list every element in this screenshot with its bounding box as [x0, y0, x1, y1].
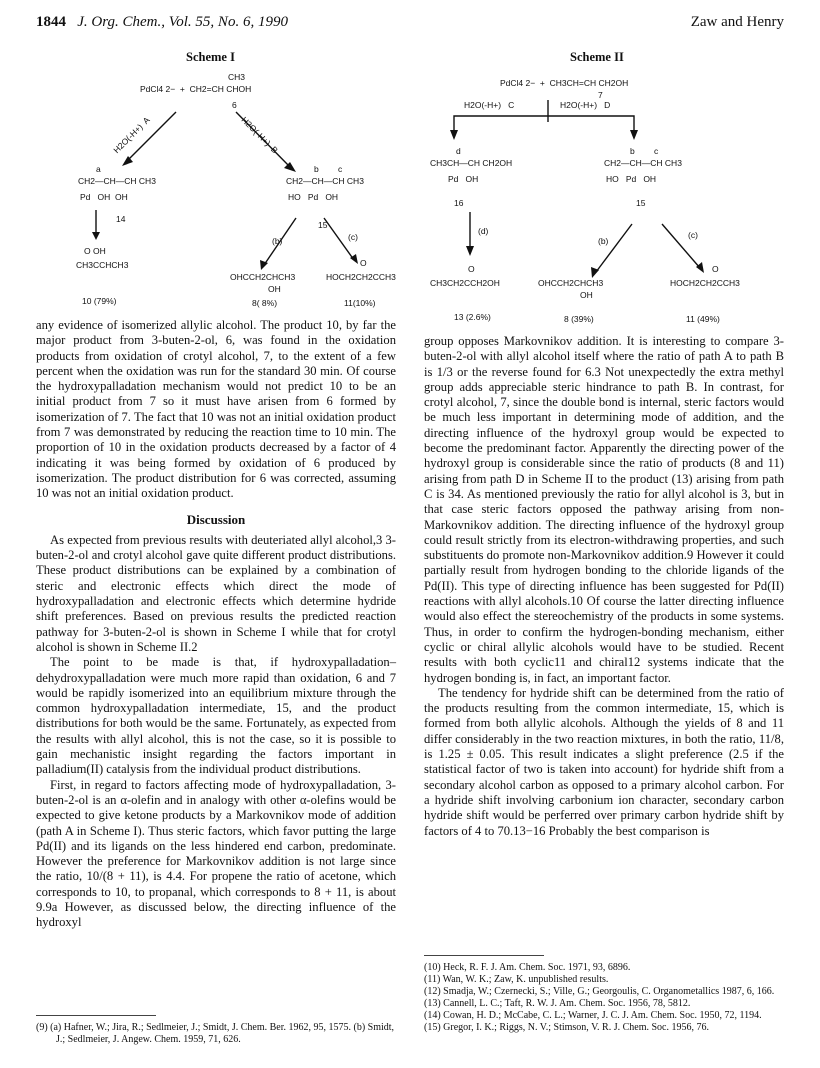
section-heading-discussion: Discussion: [186, 511, 246, 527]
scheme-2-product-11-carbonyl: O: [712, 264, 719, 274]
product-11-carbonyl: O: [360, 258, 367, 268]
left-paragraph-1: any evidence of isomerized allylic alcohol. The product 10, by far the major product from 3-buten-2-ol, 6, was found in the oxidation products from oxidation of crotyl alcohol, 7, to the extent of a few percent when the oxidation was run for the standard 30 min. Of course the hydroxypalladation mechanism would not predict 10 to be an initial product from 7 so it must have arisen from 6 formed by isomerization of 7. The fact that 10 was not an initial oxidation product from 7 was demonstrated by reducing the reaction time to 10 min. The proportion of 10 in the oxidation products decreased by a factor of 4 indicating it was being formed by oxidation of 6 produced by isomerization. The product distribution for 6 was corrected, assuming 10 was not an initial oxidation product.: [36, 318, 396, 501]
scheme-2: [424, 50, 784, 330]
scheme-2-label-b: b: [630, 146, 635, 156]
product-8: OHCCH2CHCH3: [230, 272, 296, 282]
scheme-1-path-a: H2O(-H+) A: [111, 114, 152, 156]
right-footnotes: [424, 955, 784, 1034]
scheme-2-reagent: PdCl4 2− + CH3CH=CH CH2OH: [500, 78, 629, 88]
scheme-1-title: Scheme I: [186, 50, 235, 64]
product-8-yield: 8( 8%): [252, 298, 278, 308]
footnote-15: (15) Gregor, I. K.; Riggs, N. V.; Stimson, V. R. J. Chem. Soc. 1956, 76.: [424, 1022, 709, 1033]
compound-6-label: 6: [232, 100, 237, 110]
scheme-2-product-8-yield: 8 (39%): [564, 314, 594, 324]
label-b: b: [314, 164, 319, 174]
product-10: CH3CCHCH3: [76, 260, 129, 270]
intermediate-16-substituents: Pd OH: [448, 174, 479, 184]
footnote-12: (12) Smadja, W.; Czernecki, S.; Ville, G.; Georgoulis, C. Organometallics 1987, 6, 166.: [424, 986, 775, 997]
scheme-2-path-c: H2O(-H+) C: [464, 100, 515, 110]
product-10-carbonyl: O OH: [84, 246, 106, 256]
right-column: [424, 334, 784, 839]
intermediate-15-substituents: HO Pd OH: [288, 192, 339, 202]
scheme-2-arrow-c: (c): [688, 230, 698, 240]
scheme-2-title: Scheme II: [570, 50, 624, 64]
footnote-13: (13) Cannell, L. C.; Taft, R. W. J. Am. Chem. Soc. 1956, 78, 5812.: [424, 998, 691, 1009]
intermediate-14: CH2—CH—CH CH3: [78, 176, 156, 186]
scheme-2-product-8: OHCCH2CHCH3: [538, 278, 604, 288]
right-paragraph-1: group opposes Markovnikov addition. It is interesting to compare 3-buten-2-ol with allyl alcohol itself where the ratio of path A to path B is 1/3 or the reverse found for 6.3 Not unexpectedly the extra methyl group adds appreciable steric hindrance to path B. In contrast, for crotyl alcohol, 7, since the double bond is internal, steric factors would be much less important in determining mode of addition, and the directing influence of the hydroxyl group would be expected to become the predominant factor. Apparently the directing power of the hydroxyl group is considerable since the ratio of products (8 and 11) arising from path D in Scheme II to the product (13) arising from path C is 34. As mentioned previously the ratio for allyl alcohol is 3, but in that case steric factors opposed the pathway arising from non-Markovnikov addition. The directing influence of the hydroxyl group could result strictly from its electron-withdrawing properties, and such substituents do promote non-Markovnikov addition.9 However it could partially result from hydrogen bonding to the chloride ligands of the Pd(II). This type of directing influence has been suggested for Pd(II) reactions with allyl alcohols.10 Of course the latter directing influence would also effect the stereochemistry of the products in some systems. Thus, in order to confirm the hydrogen-bonding mechanism, either cyclic or chiral allylic alcohols would have to be studied. Recent results with both cyclic11 and chiral12 systems indicate that the hydrogen bonding is, in fact, an important factor.: [424, 334, 784, 685]
product-13: CH3CH2CCH2OH: [430, 278, 500, 288]
scheme-1-reagent: PdCl4 2− + CH2=CH CHOH: [140, 84, 252, 94]
left-paragraph-2: As expected from previous results with deuteriated allyl alcohol,3 3-buten-2-ol and crotyl alcohol gave quite different product distributions. These product distributions can be explained by a combination of steric and electronic effects which direct the mode of hydroxypalladation and electronic effects which determine hydride shift preferences. Based on previous results the predicted reaction pathway for 3-buten-2-ol is shown in Scheme I while that for crotyl alcohol is shown in Scheme II.2: [36, 532, 396, 654]
intermediate-14-number: 14: [116, 214, 126, 224]
footnote-10: (10) Heck, R. F. J. Am. Chem. Soc. 1971, 93, 6896.: [424, 962, 631, 973]
right-paragraph-2: The tendency for hydride shift can be determined from the ratio of the products resulting from the common intermediate, 15, which is formed from both allylic alcohols. Although the yields of 8 and 11 differ considerably in the two reaction mixtures, in both the ratio, 11/8, is 1.25 ± 0.05. This result indicates a slight preference (2.5 if the statistical factor of two is taken into account) for hydride shift from a secondary alcohol carbon as opposed to a primary alcohol carbon. For a hydride shift involving carbonium ion character, secondary carbon hydride shift would be perferred over primary carbon hydride shift by factors of 4 to 70.13−16 Probably the best comparison is: [424, 685, 784, 838]
header-authors: Zaw and Henry: [690, 14, 784, 30]
left-paragraph-4: First, in regard to factors affecting mode of hydroxypalladation, 3-buten-2-ol is an α-olefin and in analogy with other α-olefins would be expected to give ketone products by a Markovnikov mode of addition (path A in Scheme I). Thus steric factors, which favor putting the large Pd(II) and its ligands on the less hindered end carbon, predominate. However the preference for Markovnikov addition is not large since the ratio, 10/(8 + 11), is 4.4. For propene the ratio of acetone, which corresponds to 10, to propanal, which corresponds to 8 + 11, is about 9.9a However, as discussed below, the directing influence of the hydroxyl: [36, 777, 396, 930]
scheme-2-intermediate-15-number: 15: [636, 198, 646, 208]
arrow-label-b: (b): [272, 236, 283, 246]
scheme-2-arrow-b: (b): [598, 236, 609, 246]
scheme-2-product-8-hydroxyl: OH: [580, 290, 593, 300]
label-a: a: [96, 164, 101, 174]
product-11-yield: 11(10%): [344, 298, 376, 308]
scheme-2-intermediate-15: CH2—CH—CH CH3: [604, 158, 682, 168]
page-header: [36, 14, 784, 36]
product-13-yield: 13 (2.6%): [454, 312, 491, 322]
scheme-2-arrows: [424, 50, 784, 330]
scheme-2-product-11: HOCH2CH2CCH3: [670, 278, 740, 288]
label-d: d: [456, 146, 461, 156]
header-left: [36, 14, 288, 31]
scheme-2-product-11-yield: 11 (49%): [686, 314, 720, 324]
scheme-1-methyl: CH3: [228, 72, 246, 82]
scheme-1: [36, 50, 396, 310]
intermediate-16-number: 16: [454, 198, 464, 208]
footnote-14: (14) Cowan, H. D.; McCabe, C. L.; Warner, J. C. J. Am. Chem. Soc. 1950, 72, 1194.: [424, 1010, 762, 1021]
footnote-rule-right: [424, 955, 544, 956]
label-c: c: [338, 164, 343, 174]
product-13-carbonyl: O: [468, 264, 475, 274]
footnote-11: (11) Wan, W. K.; Zaw, K. unpublished results.: [424, 974, 609, 985]
scheme-2-path-d: H2O(-H+) D: [560, 100, 611, 110]
scheme-2-label-c: c: [654, 146, 659, 156]
left-paragraph-3: The point to be made is that, if hydroxypalladation–dehydroxypalladation were much more rapid than oxidation, 6 and 7 would be rapidly isomerized into an equilibrium mixture through the common hydroxypalladation intermediate, 15, and the product distributions for both would be the same. Fortunately, as expected from the results with allyl alcohol, this is not the case, so it is possible to gain mechanistic insight regarding the factors important in palladium(II) catalysis from the individual product distributions.: [36, 655, 396, 777]
journal-citation: J. Org. Chem., Vol. 55, No. 6, 1990: [77, 14, 288, 30]
scheme-1-path-b: H2O(-H+) B: [239, 114, 281, 156]
scheme-2-arrow-d: (d): [478, 226, 489, 236]
arrow-label-c: (c): [348, 232, 358, 242]
intermediate-14-substituents: Pd OH OH: [80, 192, 128, 202]
product-10-yield: 10 (79%): [82, 296, 117, 306]
footnote-9: (9) (a) Hafner, W.; Jira, R.; Sedlmeier, J.; Smidt, J. Chem. Ber. 1962, 95, 1575. (b) Smidt, J.; Sedlmeier, J. Angew. Chem. 1959, 71, 626.: [36, 1022, 395, 1045]
left-footnotes: [36, 1015, 396, 1046]
intermediate-15: CH2—CH—CH CH3: [286, 176, 364, 186]
footnote-rule: [36, 1015, 156, 1016]
product-8-hydroxyl: OH: [268, 284, 281, 294]
left-column: [36, 318, 396, 931]
scheme-2-intermediate-15-substituents: HO Pd OH: [606, 174, 657, 184]
page-number: 1844: [36, 14, 66, 30]
product-11: HOCH2CH2CCH3: [326, 272, 396, 282]
intermediate-15-number: 15: [318, 220, 328, 230]
compound-7-label: 7: [598, 90, 603, 100]
intermediate-16: CH3CH—CH CH2OH: [430, 158, 513, 168]
